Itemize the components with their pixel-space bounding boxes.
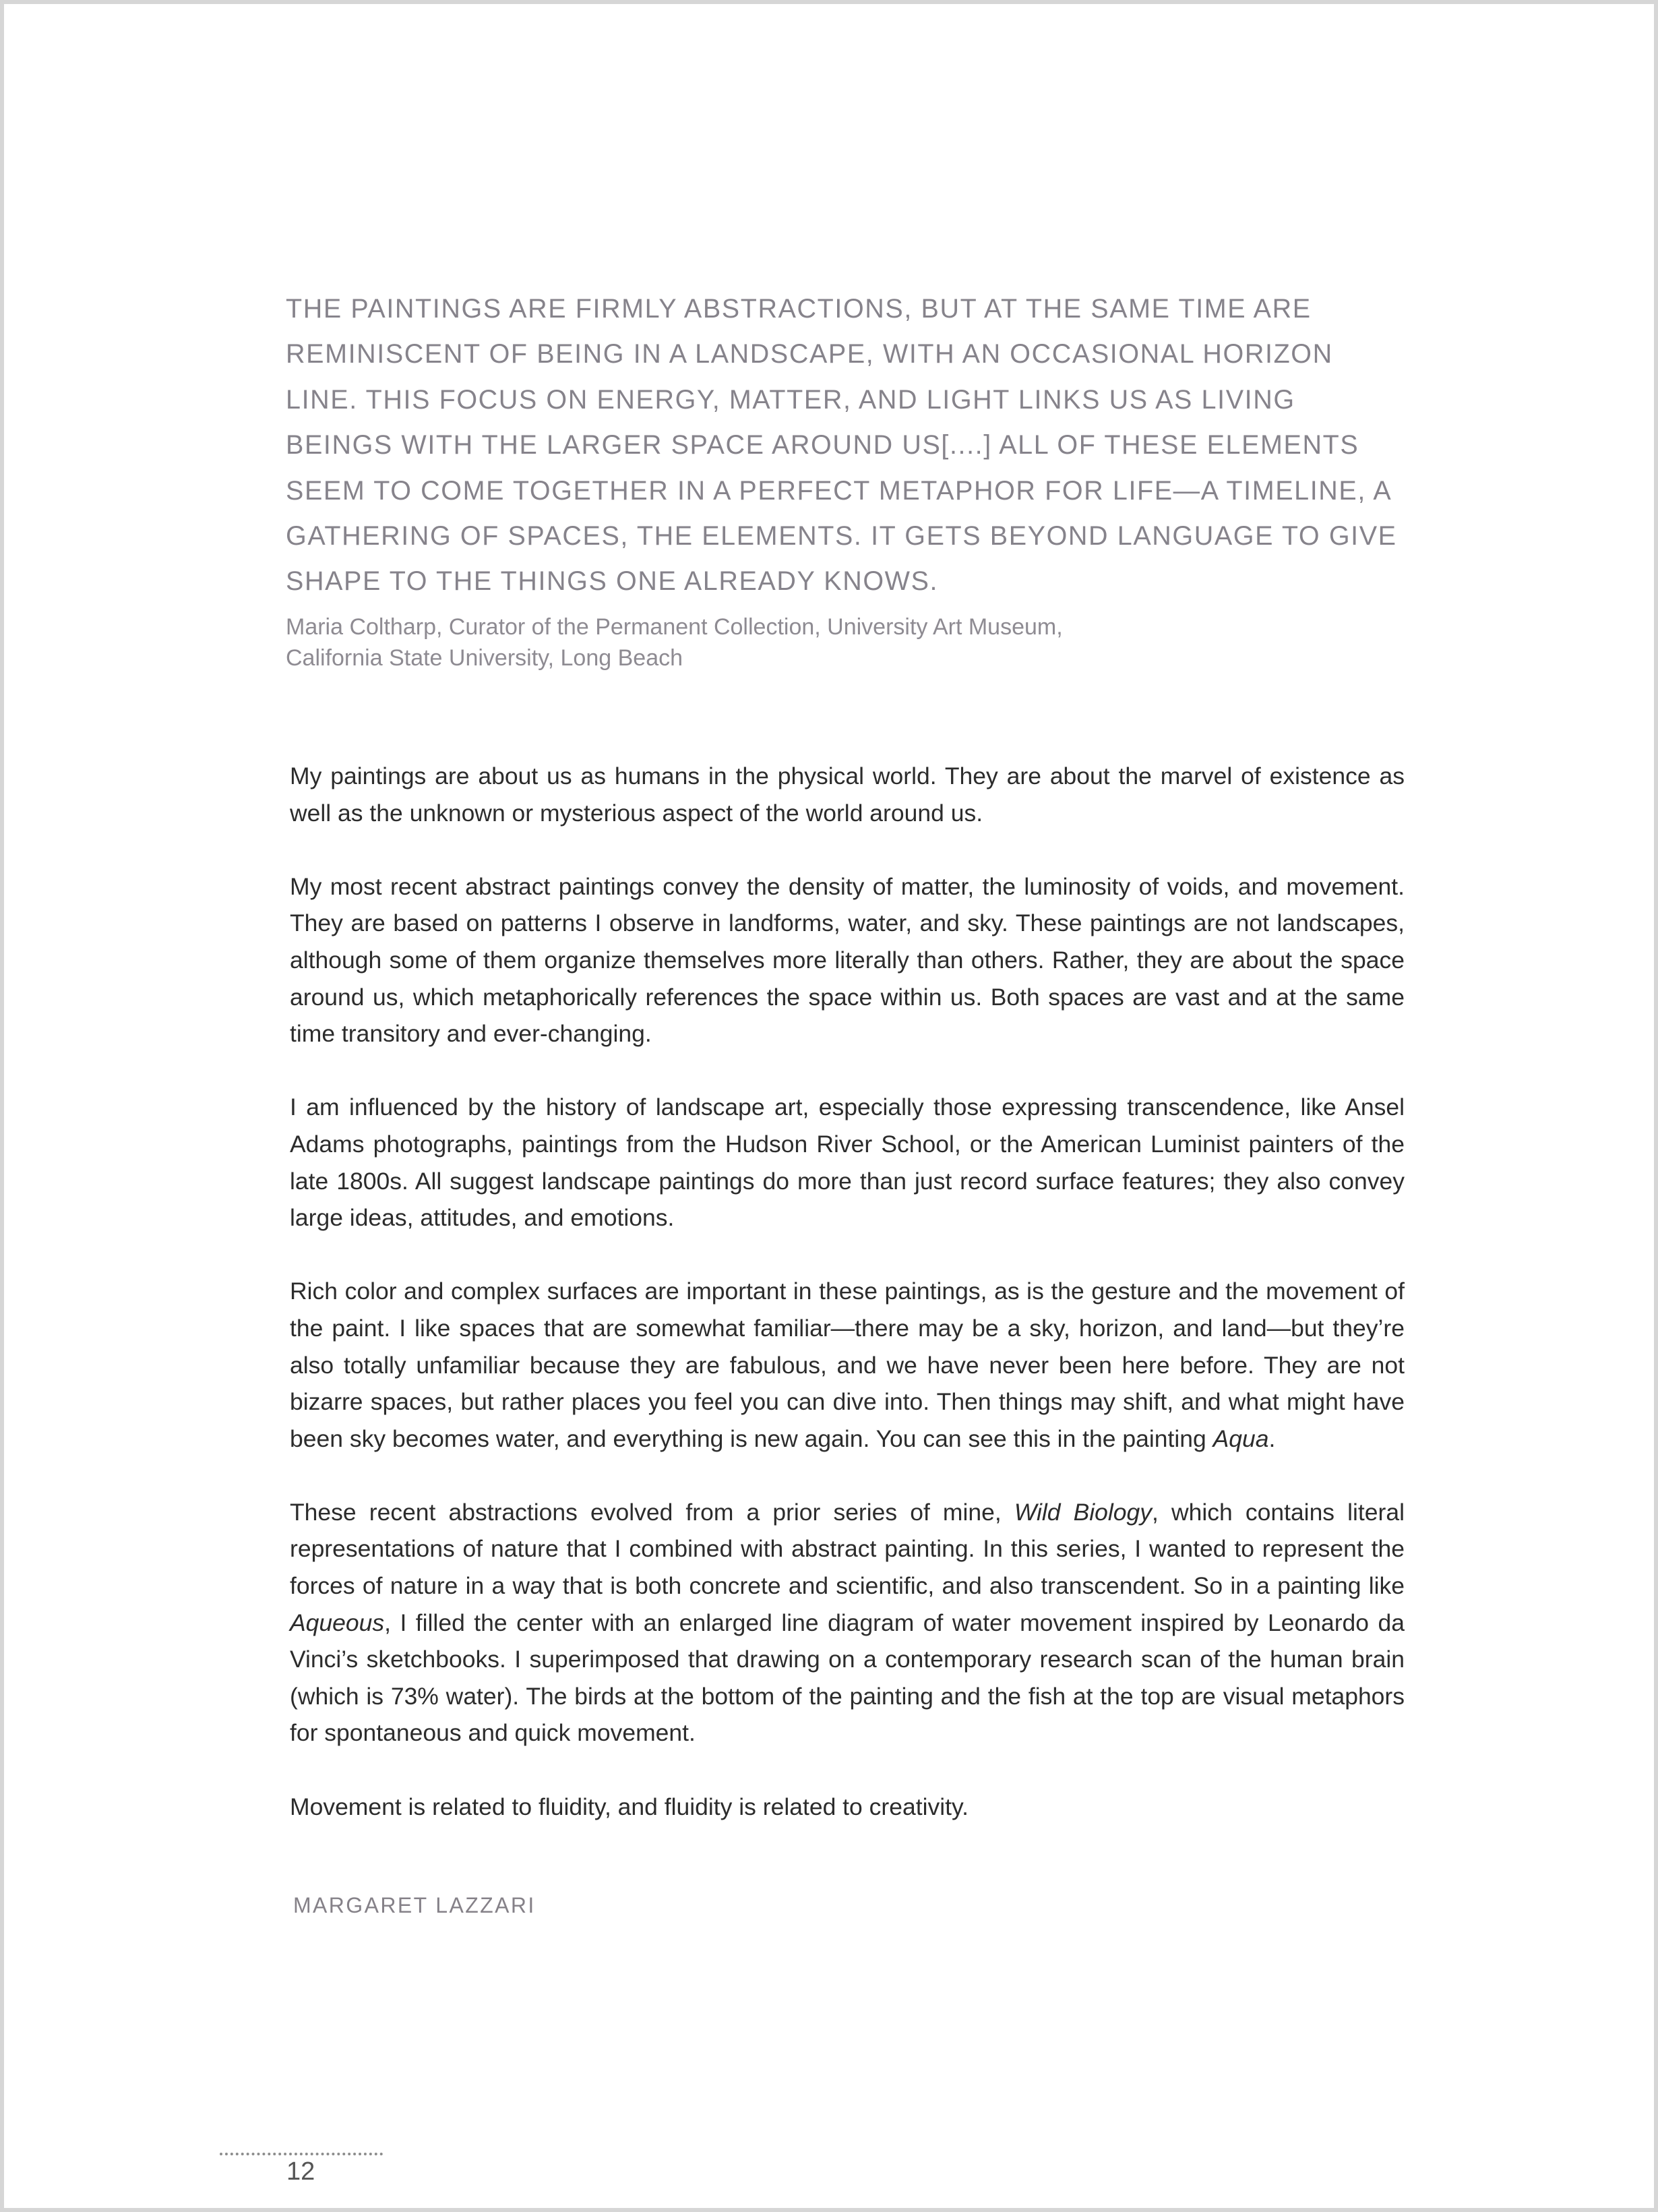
page-number: 12 [286, 2157, 315, 2186]
paragraph-5-text-c: , I filled the center with an enlarged line diagram of water movement inspired by Leonardo da Vinci’s sketchbooks. I superimposed that drawing on a contemporary research scan of the human brain (which is 73% water). The birds at the bottom of the painting and the fish at the top are visual metaphors for spontaneous and quick movement. [290, 1609, 1405, 1747]
paragraph-4-text: Rich color and complex surfaces are important in these paintings, as is the gesture and the movement of the paint. I like spaces that are somewhat familiar—there may be a sky, horizon, and land—but they’re also totally unfamiliar because they are fabulous, and we have never been here before. They are not bizarre spaces, but rather places you feel you can dive into. Then things may shift, and what might have been sky becomes water, and everything is new again. You can see this in the painting [290, 1278, 1405, 1452]
paragraph-5-text-a: These recent abstractions evolved from a prior series of mine, [290, 1498, 1014, 1526]
pull-quote [286, 287, 1405, 674]
quote-attribution [286, 611, 1405, 674]
painting-title-aqueous: Aqueous [290, 1609, 385, 1636]
quote-attribution-line-2: California State University, Long Beach [286, 645, 683, 671]
paragraph-3: I am influenced by the history of landscape art, especially those expressing transcendence, like Ansel Adams photographs, paintings from the Hudson River School, or the American Luminist painters of the late 1800s. All suggest landscape paintings do more than just record surface features; they also convey large ideas, attitudes, and emotions. [290, 1094, 1405, 1232]
paragraph-1: My paintings are about us as humans in the physical world. They are about the marvel of existence as well as the unknown or mysterious aspect of the world around us. [290, 763, 1405, 827]
series-title-wild-biology: Wild Biology [1014, 1498, 1153, 1526]
quote-attribution-line-1: Maria Coltharp, Curator of the Permanent Collection, University Art Museum, [286, 614, 1063, 640]
author-name: MARGARET LAZZARI [293, 1893, 536, 1917]
paragraph-2: My most recent abstract paintings convey the density of matter, the luminosity of voids, and movement. They are based on patterns I observe in landforms, water, and sky. These paintings are not landscapes, although some of them organize themselves more literally than others. Rather, they are about the space around us, which metaphorically references the space within us. Both spaces are vast and at the same time transitory and ever-changing. [290, 872, 1405, 1048]
paragraph-5 [290, 1494, 1405, 1752]
folio-dotted-rule [220, 2153, 383, 2155]
paragraph-6: Movement is related to fluidity, and fluidity is related to creativity. [290, 1793, 969, 1820]
artist-statement [290, 758, 1405, 1862]
painting-title-aqua: Aqua [1212, 1425, 1269, 1452]
pull-quote-text: THE PAINTINGS ARE FIRMLY ABSTRACTIONS, BUT AT THE SAME TIME ARE REMINISCENT OF BEING IN A LANDSCAPE, WITH AN OCCASIONAL HORIZON LINE. THIS FOCUS ON ENERGY, MATTER, AND LIGHT LINKS US AS LIVING BEINGS WITH THE LARGER SPACE AROUND US[....] ALL OF THESE ELEMENTS SEEM TO COME TOGETHER IN A PERFECT METAPHOR FOR LIFE—A TIMELINE, A GATHERING OF SPACES, THE ELEMENTS. IT GETS BEYOND LANGUAGE TO GIVE SHAPE TO THE THINGS ONE ALREADY KNOWS. [286, 294, 1397, 597]
paragraph-4-end: . [1268, 1425, 1276, 1452]
paragraph-4 [290, 1273, 1405, 1457]
paragraph-5-text-b: , which contains literal representations of nature that I combined with abstract painting. In this series, I wanted to represent the forces of nature in a way that is both concrete and scientific, and also transcendent. So in a painting like [290, 1498, 1405, 1600]
